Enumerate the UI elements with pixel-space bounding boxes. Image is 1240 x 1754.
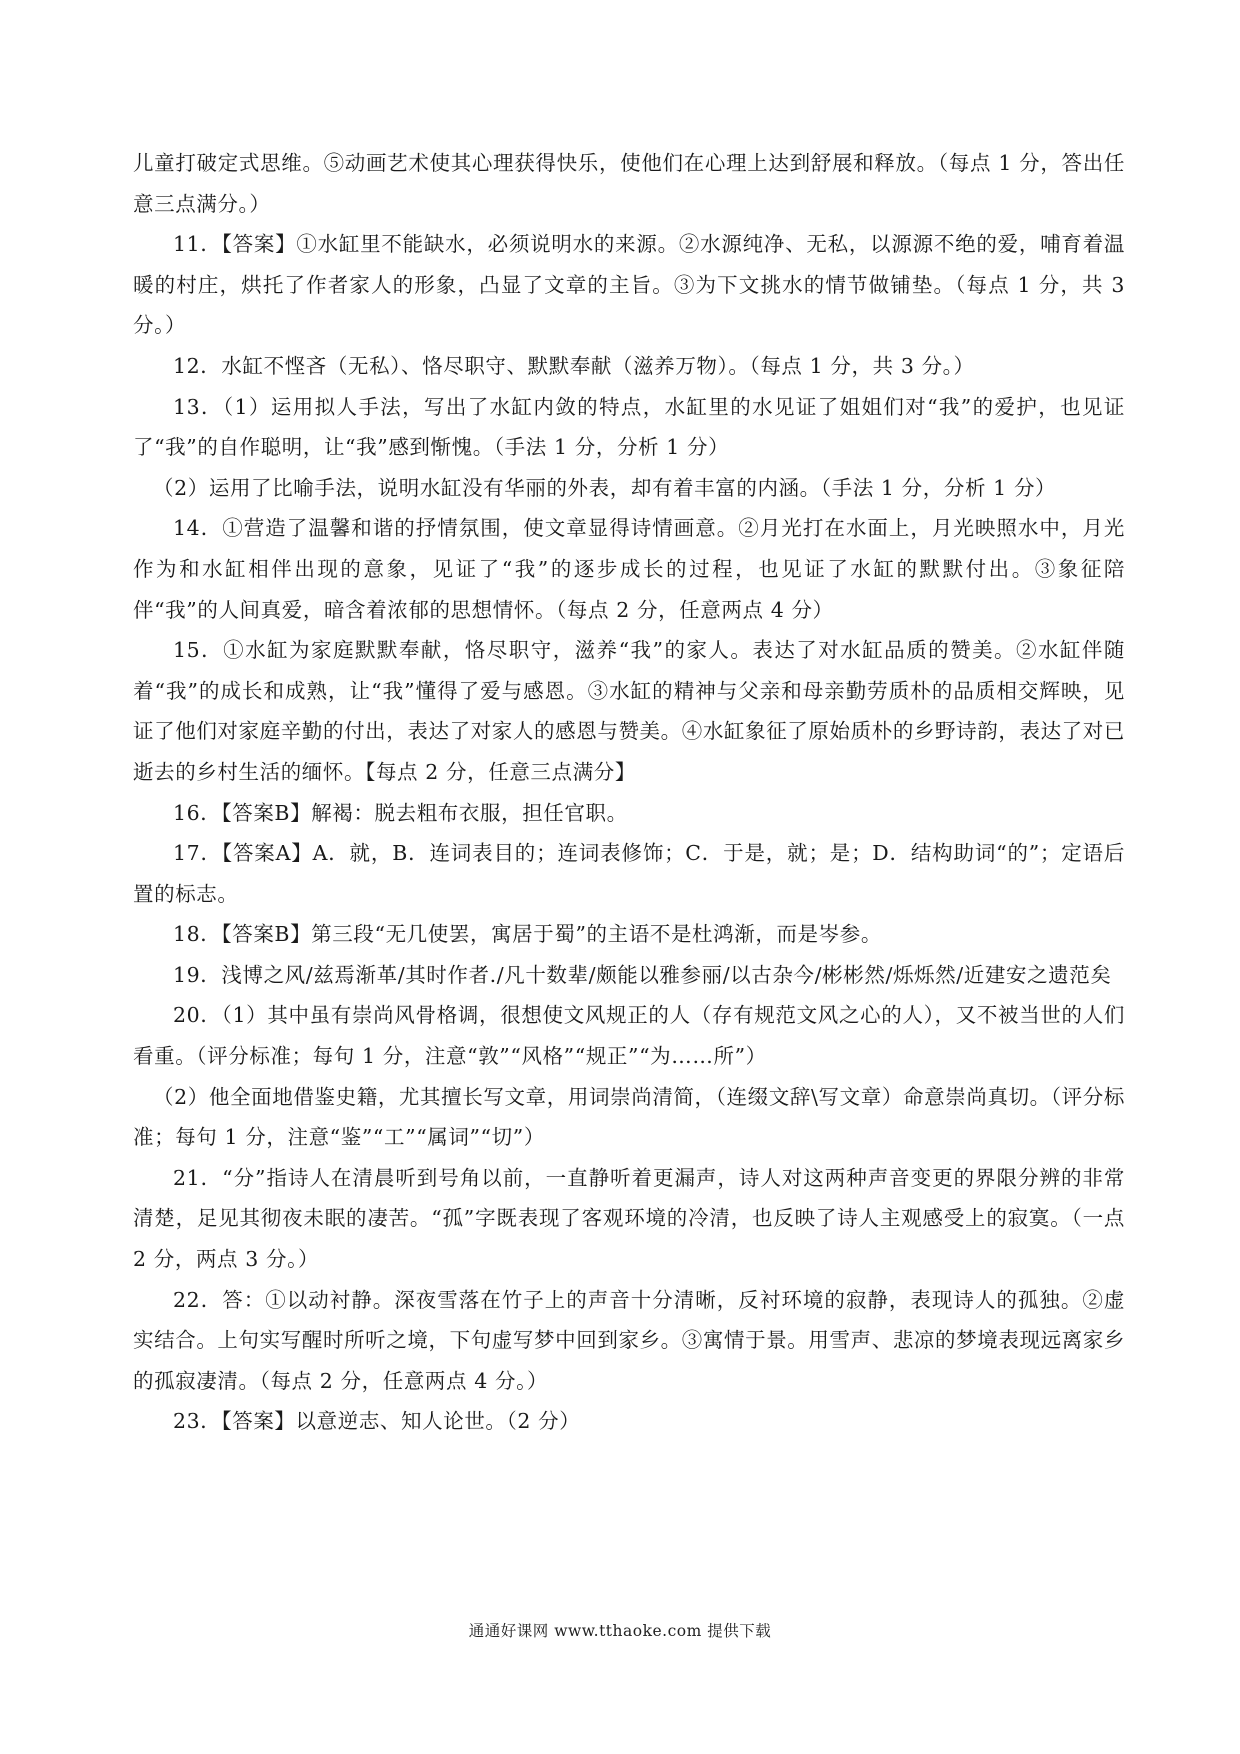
answer-15: 15．①水缸为家庭默默奉献，恪尽职守，滋养“我”的家人。表达了对水缸品质的赞美。②水缸伴随着“我”的成长和成熟，让“我”懂得了爱与感恩。③水缸的精神与父亲和母亲勤劳质朴的品质相交辉映，见证了他们对家庭辛勤的付出，表达了对家人的感恩与赞美。④水缸象征了原始质朴的乡野诗韵，表达了对已逝去的乡村生活的缅怀。【每点 2 分，任意三点满分】 xyxy=(133,638,1125,784)
answer-12: 12．水缸不悭吝（无私）、恪尽职守、默默奉献（滋养万物）。（每点 1 分，共 3 分。） xyxy=(173,353,975,378)
answer-14: 14．①营造了温馨和谐的抒情氛围，使文章显得诗情画意。②月光打在水面上，月光映照水中，月光作为和水缸相伴出现的意象，见证了“我”的逐步成长的过程，也见证了水缸的默默付出。③象征陪伴“我”的人间真爱，暗含着浓郁的思想情怀。（每点 2 分，任意两点 4 分） xyxy=(133,516,1125,622)
answer-19: 19．浅博之风/兹焉渐革/其时作者./凡十数辈/颇能以雅参丽/以古杂今/彬彬然/烁烁然/近建安之遗范矣 xyxy=(173,962,1112,987)
paragraph-continuation: 儿童打破定式思维。⑤动画艺术使其心理获得快乐，使他们在心理上达到舒展和释放。（每点 1 分，答出任意三点满分。） xyxy=(133,151,1125,216)
page-footer: 通通好课网 www.tthaoke.com 提供下载 xyxy=(468,1622,772,1640)
answer-17: 17．【答案A】A．就，B．连词表目的；连词表修饰；C．于是，就；是；D．结构助词“的”；定语后置的标志。 xyxy=(133,841,1125,906)
answer-18: 18．【答案B】第三段“无几使罢，寓居于蜀”的主语不是杜鸿渐，而是岑参。 xyxy=(173,922,882,947)
answer-23: 23．【答案】以意逆志、知人论世。（2 分） xyxy=(173,1409,581,1434)
answer-13-2: （2）运用了比喻手法，说明水缸没有华丽的外表，却有着丰富的内涵。（手法 1 分，分析 1 分） xyxy=(153,475,1057,500)
answer-content xyxy=(133,143,1125,1442)
answer-20-1: 20．（1）其中虽有崇尚风骨格调，很想使文风规正的人（存有规范文风之心的人），又不被当世的人们看重。（评分标准；每句 1 分，注意“敦”“风格”“规正”“为……所”） xyxy=(133,1003,1125,1069)
answer-22: 22．答：①以动衬静。深夜雪落在竹子上的声音十分清晰，反衬环境的寂静，表现诗人的孤独。②虚实结合。上句实写醒时所听之境，下句虚写梦中回到家乡。③寓情于景。用雪声、悲凉的梦境表现远离家乡的孤寂凄清。（每点 2 分，任意两点 4 分。） xyxy=(133,1287,1125,1393)
answer-11: 11．【答案】①水缸里不能缺水，必须说明水的来源。②水源纯净、无私，以源源不绝的爱，哺育着温暖的村庄，烘托了作者家人的形象，凸显了文章的主旨。③为下文挑水的情节做铺垫。（每点 1 分，共 3分。） xyxy=(133,232,1125,338)
answer-16: 16．【答案B】解褐：脱去粗布衣服，担任官职。 xyxy=(173,800,628,825)
answer-20-2: （2）他全面地借鉴史籍，尤其擅长写文章，用词崇尚清简，（连缀文辞\写文章）命意崇尚真切。（评分标准；每句 1 分，注意“鉴”“工”“属词”“切”） xyxy=(133,1084,1125,1150)
answer-13-1: 13．（1）运用拟人手法，写出了水缸内敛的特点，水缸里的水见证了姐姐们对“我”的爱护，也见证了“我”的自作聪明，让“我”感到惭愧。（手法 1 分，分析 1 分） xyxy=(133,394,1125,460)
answer-21: 21．“分”指诗人在清晨听到号角以前，一直静听着更漏声，诗人对这两种声音变更的界限分辨的非常清楚，足见其彻夜未眠的凄苦。“孤”字既表现了客观环境的冷清，也反映了诗人主观感受上的寂寞。（一点 2 分，两点 3 分。） xyxy=(133,1165,1125,1272)
